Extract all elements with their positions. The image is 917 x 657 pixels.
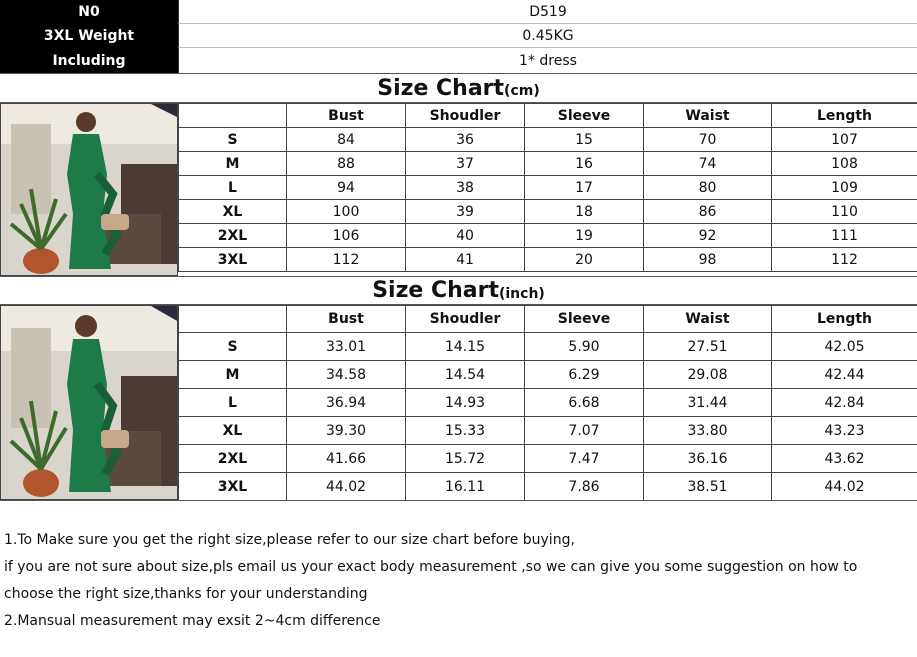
size-label: 2XL: [179, 445, 287, 473]
size-table-cm: [178, 103, 917, 272]
header-value-including: 1* dress: [178, 48, 917, 73]
size-label: 2XL: [179, 224, 287, 248]
size-label: L: [179, 176, 287, 200]
size-chart-inch-title: [0, 276, 917, 305]
dress-model-image: [1, 104, 178, 276]
size-label: L: [179, 389, 287, 417]
table-cell: 36.94: [287, 389, 406, 417]
table-cell: 34.58: [287, 361, 406, 389]
table-cell: 109: [772, 176, 917, 200]
table-row: [179, 200, 917, 224]
table-cell: 38.51: [644, 473, 772, 501]
table-cell: 6.29: [525, 361, 644, 389]
note-line: choose the right size,thanks for your understanding: [4, 586, 368, 602]
table-cell: 17: [525, 176, 644, 200]
table-cell: 5.90: [525, 333, 644, 361]
table-row: [179, 333, 917, 361]
column-header: Waist: [644, 104, 772, 128]
chart-title-text: Size Chart: [377, 75, 505, 101]
table-cell: 43.62: [772, 445, 917, 473]
table-cell: 44.02: [287, 473, 406, 501]
size-label: S: [179, 128, 287, 152]
table-cell: 43.23: [772, 417, 917, 445]
table-cell: 33.01: [287, 333, 406, 361]
table-cell: 39.30: [287, 417, 406, 445]
table-cell: 16: [525, 152, 644, 176]
table-row: [179, 473, 917, 501]
column-header: Waist: [644, 306, 772, 333]
column-header: [179, 104, 287, 128]
sizing-notes: [0, 500, 917, 657]
size-table-inch: [178, 305, 917, 501]
size-label: M: [179, 361, 287, 389]
chart-unit-text: (cm): [504, 83, 540, 99]
table-row: [179, 224, 917, 248]
table-cell: 108: [772, 152, 917, 176]
table-row: [179, 417, 917, 445]
table-cell: 42.05: [772, 333, 917, 361]
table-cell: 16.11: [406, 473, 525, 501]
header-value-weight: 0.45KG: [178, 24, 917, 48]
table-header-row: [179, 104, 917, 128]
size-label: S: [179, 333, 287, 361]
header-value-no: D519: [178, 0, 917, 24]
size-label: 3XL: [179, 473, 287, 501]
table-cell: 112: [287, 248, 406, 272]
table-cell: 39: [406, 200, 525, 224]
table-cell: 86: [644, 200, 772, 224]
size-chart-cm-title: [0, 73, 917, 103]
table-cell: 94: [287, 176, 406, 200]
table-cell: 38: [406, 176, 525, 200]
table-cell: 19: [525, 224, 644, 248]
column-header: [179, 306, 287, 333]
column-header: Sleeve: [525, 104, 644, 128]
column-header: Sleeve: [525, 306, 644, 333]
table-row: [179, 128, 917, 152]
table-cell: 111: [772, 224, 917, 248]
table-cell: 44.02: [772, 473, 917, 501]
column-header: Shoudler: [406, 306, 525, 333]
table-cell: 7.47: [525, 445, 644, 473]
table-cell: 106: [287, 224, 406, 248]
table-cell: 36: [406, 128, 525, 152]
table-cell: 20: [525, 248, 644, 272]
table-cell: 41: [406, 248, 525, 272]
table-cell: 27.51: [644, 333, 772, 361]
table-row: [179, 361, 917, 389]
table-cell: 14.15: [406, 333, 525, 361]
table-cell: 29.08: [644, 361, 772, 389]
note-line: 2.Mansual measurement may exsit 2~4cm difference: [4, 613, 381, 629]
chart-title-text: Size Chart: [372, 278, 499, 303]
size-label: XL: [179, 200, 287, 224]
table-row: [179, 248, 917, 272]
table-cell: 37: [406, 152, 525, 176]
table-row: [179, 389, 917, 417]
header-label-no: N0: [0, 0, 178, 24]
column-header: Shoudler: [406, 104, 525, 128]
table-cell: 70: [644, 128, 772, 152]
table-header-row: [179, 306, 917, 333]
note-line: if you are not sure about size,pls email us your exact body measurement ,so we can give you some suggestion on how to: [4, 559, 858, 575]
table-cell: 15.72: [406, 445, 525, 473]
column-header: Bust: [287, 104, 406, 128]
table-cell: 42.84: [772, 389, 917, 417]
table-cell: 98: [644, 248, 772, 272]
table-cell: 88: [287, 152, 406, 176]
table-cell: 15: [525, 128, 644, 152]
table-cell: 80: [644, 176, 772, 200]
column-header: Length: [772, 306, 917, 333]
size-label: M: [179, 152, 287, 176]
table-cell: 74: [644, 152, 772, 176]
header-label-including: Including: [0, 48, 178, 73]
header-label-weight: 3XL Weight: [0, 24, 178, 48]
column-header: Length: [772, 104, 917, 128]
table-cell: 15.33: [406, 417, 525, 445]
column-header: Bust: [287, 306, 406, 333]
dress-model-image: [1, 306, 178, 500]
chart-unit-text: (inch): [498, 285, 545, 302]
table-cell: 84: [287, 128, 406, 152]
product-photo-2: [0, 305, 178, 500]
table-cell: 14.93: [406, 389, 525, 417]
note-line: 1.To Make sure you get the right size,please refer to our size chart before buying,: [4, 532, 575, 548]
table-cell: 18: [525, 200, 644, 224]
table-cell: 112: [772, 248, 917, 272]
table-cell: 42.44: [772, 361, 917, 389]
table-cell: 7.07: [525, 417, 644, 445]
table-row: [179, 152, 917, 176]
table-cell: 6.68: [525, 389, 644, 417]
table-cell: 36.16: [644, 445, 772, 473]
table-cell: 33.80: [644, 417, 772, 445]
table-cell: 41.66: [287, 445, 406, 473]
table-cell: 92: [644, 224, 772, 248]
table-cell: 31.44: [644, 389, 772, 417]
size-label: XL: [179, 417, 287, 445]
product-photo-1: [0, 103, 178, 276]
table-cell: 14.54: [406, 361, 525, 389]
table-cell: 110: [772, 200, 917, 224]
size-label: 3XL: [179, 248, 287, 272]
table-cell: 107: [772, 128, 917, 152]
table-cell: 7.86: [525, 473, 644, 501]
table-row: [179, 176, 917, 200]
table-row: [179, 445, 917, 473]
table-cell: 40: [406, 224, 525, 248]
table-cell: 100: [287, 200, 406, 224]
